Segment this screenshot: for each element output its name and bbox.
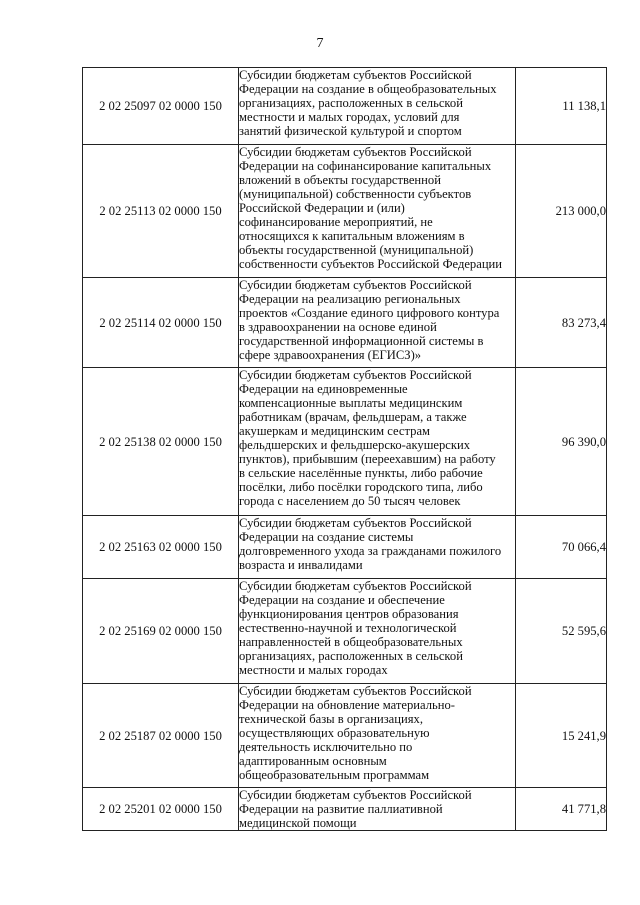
description-line: сфере здравоохранения (ЕГИСЗ)»: [239, 348, 422, 362]
description-line: работникам (врачам, фельдшерам, а также: [239, 410, 467, 424]
income-description: [239, 516, 516, 579]
description-line: Российской Федерации и (или): [239, 201, 405, 215]
table-row: [83, 788, 607, 831]
table-row: [83, 278, 607, 368]
description-line: адаптированным основным: [239, 754, 387, 768]
description-line: Субсидии бюджетам субъектов Российской: [239, 278, 472, 292]
income-description: [239, 788, 516, 831]
amount: 213 000,0: [516, 145, 607, 278]
description-line: посёлки, либо посёлки городского типа, либо: [239, 480, 483, 494]
description-line: акушеркам и медицинским сестрам: [239, 424, 431, 438]
income-description: [239, 368, 516, 516]
table-row: [83, 368, 607, 516]
classification-code: 2 02 25113 02 0000 150: [83, 145, 239, 278]
budget-table: [82, 67, 607, 831]
amount: 52 595,6: [516, 579, 607, 684]
description-line: вложений в объекты государственной: [239, 173, 441, 187]
income-description: [239, 68, 516, 145]
table-row: [83, 579, 607, 684]
table-row: [83, 68, 607, 145]
classification-code: 2 02 25169 02 0000 150: [83, 579, 239, 684]
table-row: [83, 145, 607, 278]
description-line: объекты государственной (муниципальной): [239, 243, 474, 257]
description-line: направленностей в общеобразовательных: [239, 635, 463, 649]
description-line: функционирования центров образования: [239, 607, 459, 621]
description-line: Субсидии бюджетам субъектов Российской: [239, 579, 472, 593]
description-line: технической базы в организациях,: [239, 712, 423, 726]
description-line: (муниципальной) собственности субъектов: [239, 187, 472, 201]
classification-code: 2 02 25138 02 0000 150: [83, 368, 239, 516]
description-line: общеобразовательным программам: [239, 768, 430, 782]
income-description: [239, 684, 516, 788]
table-row: [83, 516, 607, 579]
income-description: [239, 278, 516, 368]
description-line: Субсидии бюджетам субъектов Российской: [239, 788, 472, 802]
description-line: организациях, расположенных в сельской: [239, 649, 463, 663]
description-line: проектов «Создание единого цифрового контура: [239, 306, 500, 320]
classification-code: 2 02 25187 02 0000 150: [83, 684, 239, 788]
description-line: осуществляющих образовательную: [239, 726, 430, 740]
description-line: местности и малых городах: [239, 663, 388, 677]
classification-code: 2 02 25114 02 0000 150: [83, 278, 239, 368]
classification-code: 2 02 25201 02 0000 150: [83, 788, 239, 831]
description-line: собственности субъектов Российской Федерации: [239, 257, 503, 271]
description-line: государственной информационной системы в: [239, 334, 484, 348]
amount: 83 273,4: [516, 278, 607, 368]
description-line: Федерации на единовременные: [239, 382, 408, 396]
description-line: фельдшерских и фельдшерско-акушерских: [239, 438, 471, 452]
description-line: Федерации на создание в общеобразовательных: [239, 82, 497, 96]
description-line: софинансирование мероприятий, не: [239, 215, 433, 229]
classification-code: 2 02 25097 02 0000 150: [83, 68, 239, 145]
description-line: Субсидии бюджетам субъектов Российской: [239, 516, 472, 530]
table-row: [83, 684, 607, 788]
description-line: компенсационные выплаты медицинским: [239, 396, 463, 410]
description-line: Субсидии бюджетам субъектов Российской: [239, 684, 472, 698]
amount: 41 771,8: [516, 788, 607, 831]
description-line: Федерации на создание системы: [239, 530, 414, 544]
description-line: долговременного ухода за гражданами пожилого: [239, 544, 502, 558]
description-line: занятий физической культурой и спортом: [239, 124, 462, 138]
description-line: Федерации на софинансирование капитальных: [239, 159, 492, 173]
description-line: Федерации на развитие паллиативной: [239, 802, 443, 816]
description-line: естественно-научной и технологической: [239, 621, 457, 635]
description-line: организациях, расположенных в сельской: [239, 96, 463, 110]
income-description: [239, 579, 516, 684]
description-line: местности и малых городах, условий для: [239, 110, 460, 124]
description-line: относящихся к капитальным вложениям в: [239, 229, 465, 243]
description-line: Федерации на обновление материально-: [239, 698, 455, 712]
description-line: города с населением до 50 тысяч человек: [239, 494, 461, 508]
page-number: 7: [316, 36, 324, 51]
amount: 96 390,0: [516, 368, 607, 516]
description-line: медицинской помощи: [239, 816, 357, 830]
classification-code: 2 02 25163 02 0000 150: [83, 516, 239, 579]
description-line: Федерации на реализацию региональных: [239, 292, 461, 306]
amount: 15 241,9: [516, 684, 607, 788]
description-line: Федерации на создание и обеспечение: [239, 593, 445, 607]
description-line: возраста и инвалидами: [239, 558, 363, 572]
description-line: Субсидии бюджетам субъектов Российской: [239, 68, 472, 82]
description-line: пунктов), прибывшим (переехавшим) на работу: [239, 452, 496, 466]
description-line: в сельские населённые пункты, либо рабочие: [239, 466, 483, 480]
description-line: Субсидии бюджетам субъектов Российской: [239, 368, 472, 382]
description-line: Субсидии бюджетам субъектов Российской: [239, 145, 472, 159]
income-description: [239, 145, 516, 278]
description-line: деятельность исключительно по: [239, 740, 413, 754]
description-line: в здравоохранении на основе единой: [239, 320, 437, 334]
amount: 11 138,1: [516, 68, 607, 145]
amount: 70 066,4: [516, 516, 607, 579]
